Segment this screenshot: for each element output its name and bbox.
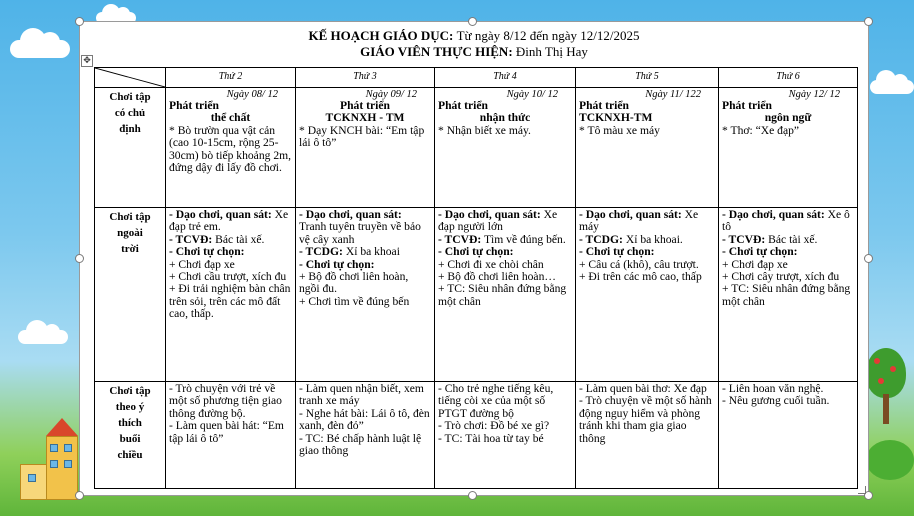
cell-date: Ngày 09/ 12 xyxy=(365,89,417,100)
teacher-line xyxy=(79,44,869,60)
tree-illustration xyxy=(866,348,906,398)
teacher-label: GIÁO VIÊN THỰC HIỆN: xyxy=(360,44,513,59)
house-illustration xyxy=(20,430,78,500)
teacher-name: Đinh Thị Hay xyxy=(515,44,588,59)
table-cell[interactable]: - Trò chuyện với trẻ về một số phương tiện giao thông đường bộ. - Làm quen bài hát: “Em tập lái ô tô” xyxy=(166,382,296,489)
cell-date: Ngày 08/ 12 xyxy=(226,89,278,100)
day-header: Thứ 2 xyxy=(166,68,296,88)
row-header: Chơi tập ngoài trời xyxy=(95,208,166,382)
cloud-decoration xyxy=(18,330,68,344)
day-header: Thứ 3 xyxy=(296,68,435,88)
cell-date: Ngày 10/ 12 xyxy=(506,89,558,100)
cloud-decoration xyxy=(10,40,70,58)
day-header: Thứ 6 xyxy=(719,68,858,88)
table-cell[interactable]: - Làm quen bài thơ: Xe đạp - Trò chuyện về một số hành động nguy hiểm và phòng tránh khi tham gia giao thông xyxy=(576,382,719,489)
table-cell[interactable]: Ngày 08/ 12 Phát triển thể chất * Bò trườn qua vật cản (cao 10-15cm, rộng 25-30cm) bò tiếp khoảng 2m, đứng dậy đi lấy đồ chơi. xyxy=(166,88,296,208)
table-cell[interactable]: Ngày 11/ 122 Phát triển TCKNXH-TM * Tô màu xe máy xyxy=(576,88,719,208)
row-header: Chơi tập có chủ định xyxy=(95,88,166,208)
table-cell[interactable]: - Dạo chơi, quan sát: Xe máy - TCDG: Xỉ ba khoai. - Chơi tự chọn: + Câu cá (khô), câu trượt. + Đi trên các mô cao, thấp xyxy=(576,208,719,382)
table-cell[interactable]: - Làm quen nhận biết, xem tranh xe máy - Nghe hát bài: Lái ô tô, đèn xanh, đèn đỏ” - TC: Bé chấp hành luật lệ giao thông xyxy=(296,382,435,489)
table-resize-icon[interactable] xyxy=(858,486,866,494)
resize-handle-icon[interactable] xyxy=(75,254,84,263)
plan-title-label: KẾ HOẠCH GIÁO DỤC: xyxy=(308,28,454,43)
cell-date: Ngày 11/ 122 xyxy=(645,89,701,100)
resize-handle-icon[interactable] xyxy=(864,17,873,26)
resize-handle-icon[interactable] xyxy=(864,254,873,263)
table-row xyxy=(95,208,858,382)
table-cell[interactable]: - Dạo chơi, quan sát: Tranh tuyên truyền về bảo vệ cây xanh - TCDG: Xỉ ba khoai - Chơi tự chọn: + Bộ đồ chơi liên hoàn, ngồi đu. + Chơi tìm về đúng bến xyxy=(296,208,435,382)
table-cell[interactable]: - Liên hoan văn nghệ. - Nêu gương cuối tuần. xyxy=(719,382,858,489)
table-cell[interactable]: - Dạo chơi, quan sát: Xe đạp trẻ em. - TCVĐ: Bác tài xế. - Chơi tự chọn: + Chơi đạp xe + Chơi cầu trượt, xích đu + Đi trải nghiệm bàn chân trên sỏi, trên các mô đất cao, thấp. xyxy=(166,208,296,382)
day-header: Thứ 4 xyxy=(435,68,576,88)
table-row xyxy=(95,88,858,208)
resize-handle-icon[interactable] xyxy=(75,17,84,26)
resize-handle-icon[interactable] xyxy=(468,17,477,26)
table-cell[interactable]: Ngày 09/ 12 Phát triển TCKNXH - TM * Dạy KNCH bài: “Em tập lái ô tô” xyxy=(296,88,435,208)
plan-title xyxy=(79,28,869,44)
table-row xyxy=(95,382,858,489)
resize-handle-icon[interactable] xyxy=(468,491,477,500)
table-cell[interactable]: Ngày 12/ 12 Phát triển ngôn ngữ * Thơ: “Xe đạp” xyxy=(719,88,858,208)
cell-date: Ngày 12/ 12 xyxy=(788,89,840,100)
day-header: Thứ 5 xyxy=(576,68,719,88)
plan-date-range: Từ ngày 8/12 đến ngày 12/12/2025 xyxy=(456,28,640,43)
cloud-decoration xyxy=(870,80,914,94)
table-cell[interactable]: - Cho trẻ nghe tiếng kêu, tiếng còi xe của một số PTGT đường bộ - Trò chơi: Đồ bé xe gì? - TC: Tài hoa từ tay bé xyxy=(435,382,576,489)
move-handle-icon[interactable]: ✥ xyxy=(81,55,93,67)
table-cell[interactable]: Ngày 10/ 12 Phát triển nhận thức * Nhận biết xe máy. xyxy=(435,88,576,208)
row-header: Chơi tập theo ý thích buổi chiều xyxy=(95,382,166,489)
table-corner-cell xyxy=(95,68,166,88)
table-cell[interactable]: - Dạo chơi, quan sát: Xe ô tô - TCVĐ: Bác tài xế. - Chơi tự chọn: + Chơi đạp xe + Chơi cây trượt, xích đu + TC: Siêu nhân đứng bằng một chân xyxy=(719,208,858,382)
resize-handle-icon[interactable] xyxy=(75,491,84,500)
schedule-table xyxy=(94,67,858,489)
bush-illustration xyxy=(866,440,914,480)
table-cell[interactable]: - Dạo chơi, quan sát: Xe đạp người lớn - TCVĐ: Tìm về đúng bến. - Chơi tự chọn: + Chơi đi xe chòi chân + Bộ đồ chơi liên hoàn… + TC: Siêu nhân đứng bằng một chân xyxy=(435,208,576,382)
